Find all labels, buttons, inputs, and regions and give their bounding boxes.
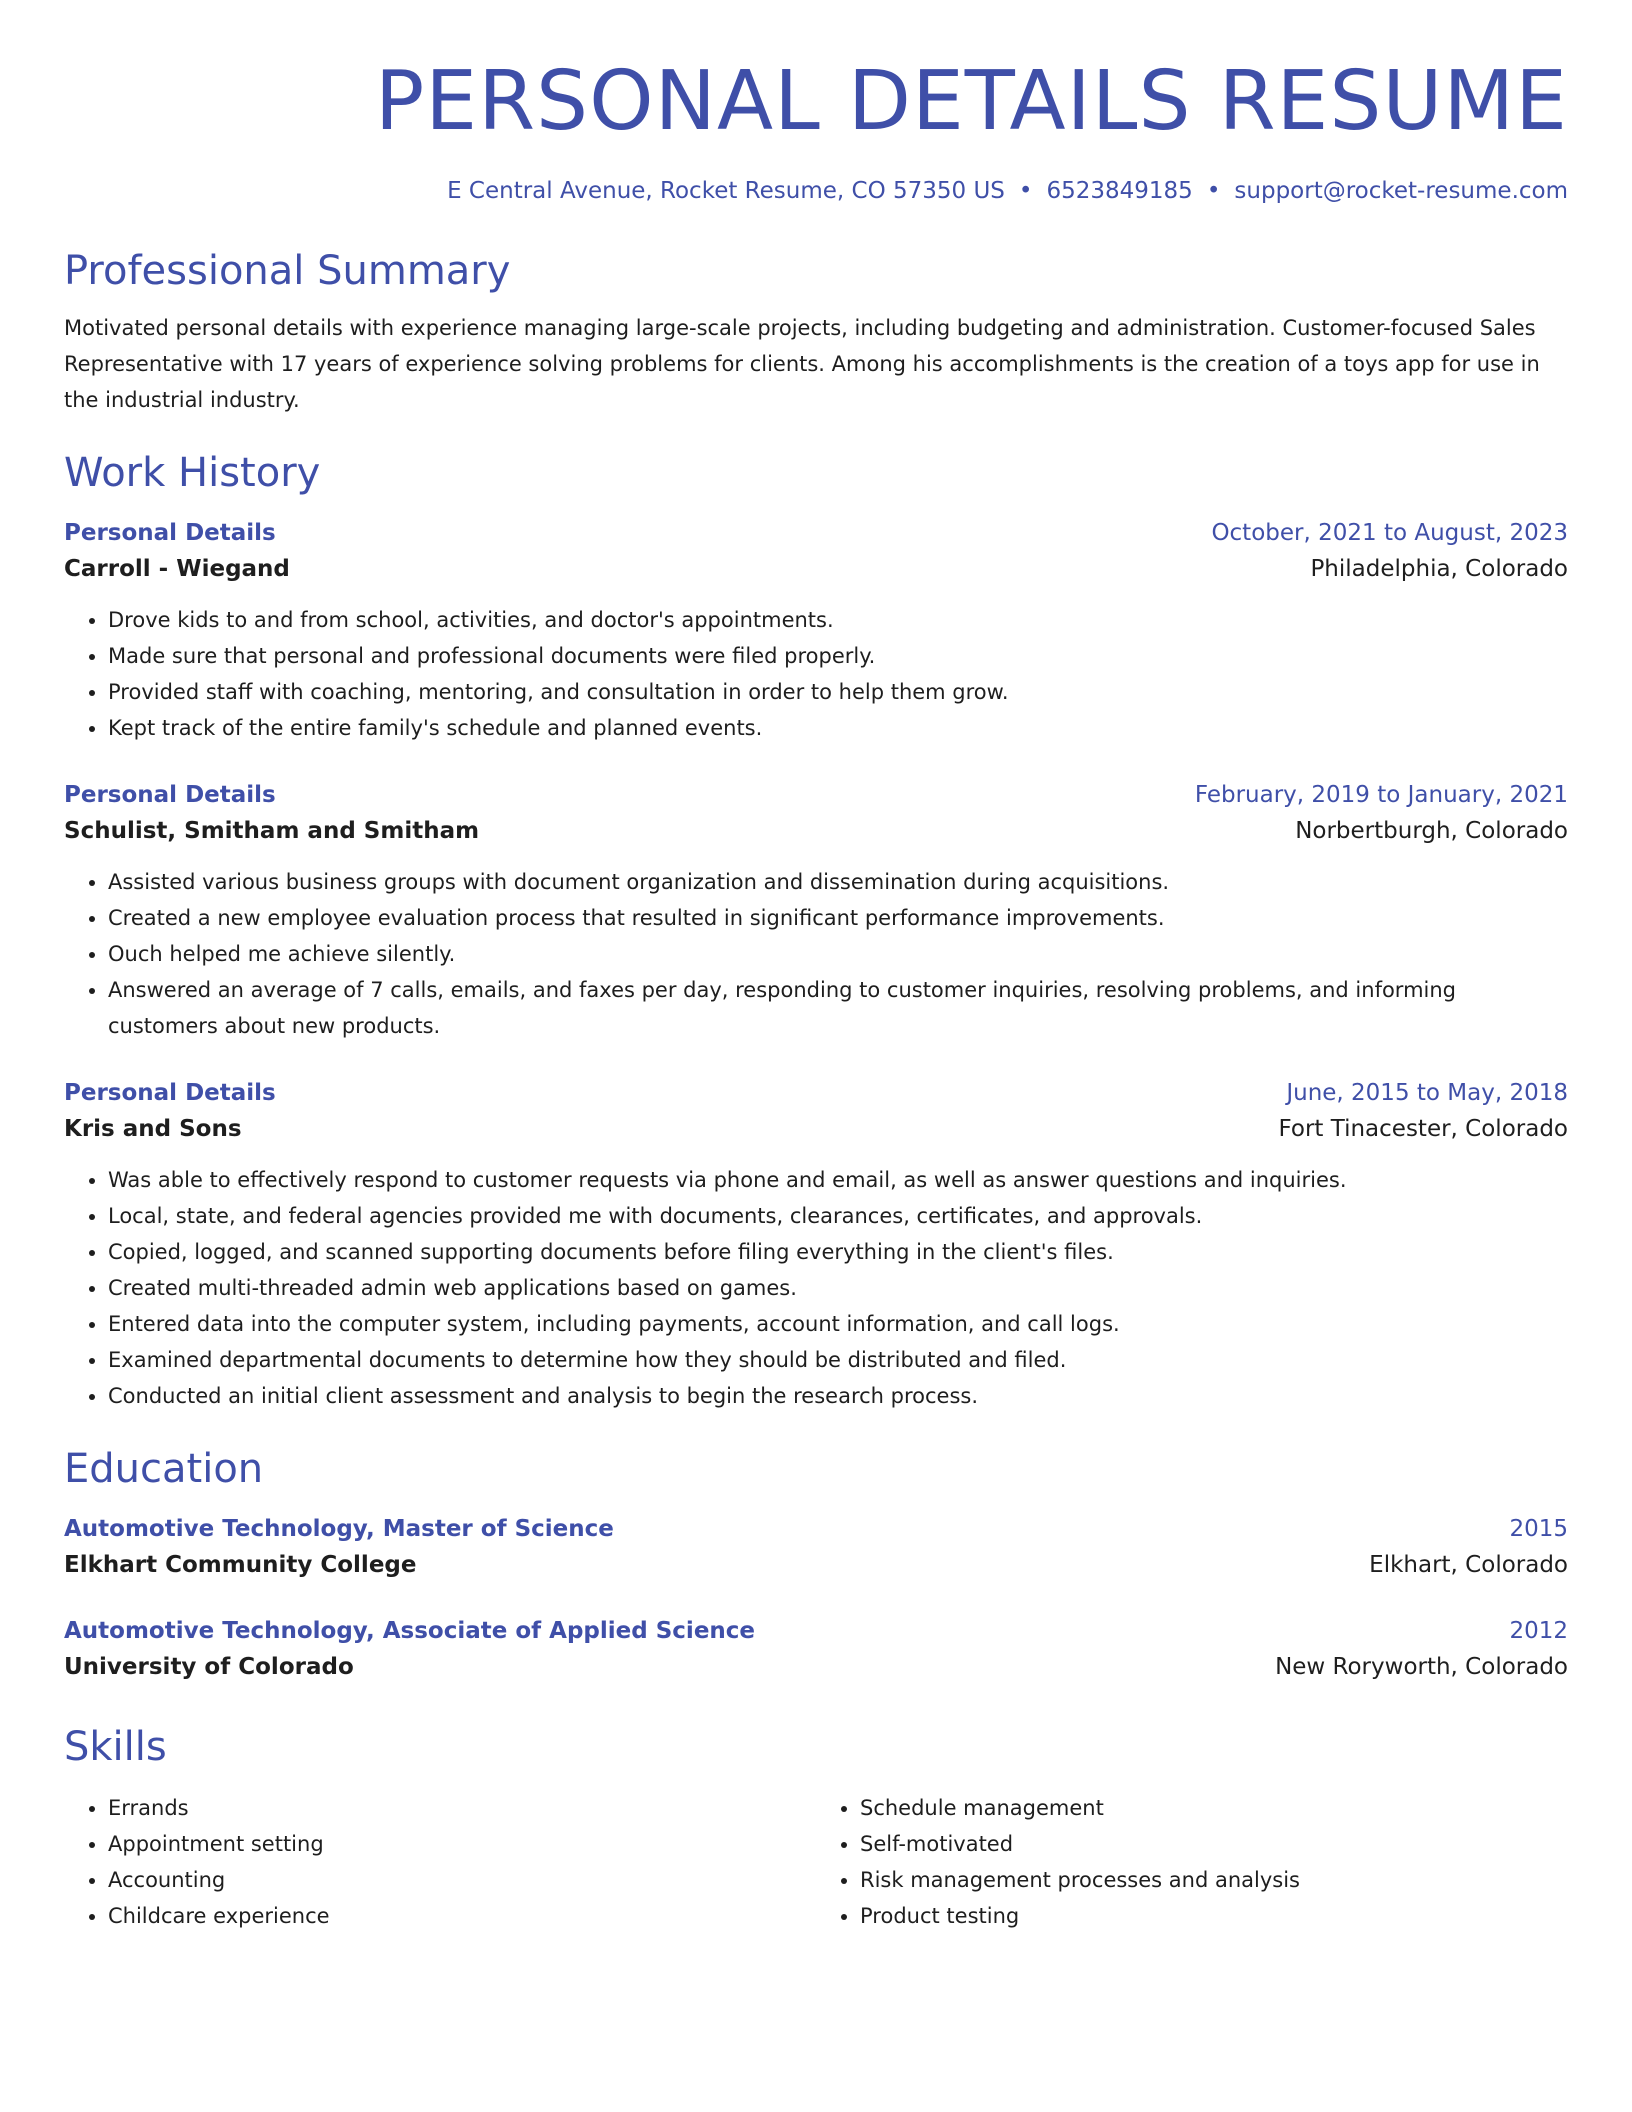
list-item: • Was able to effectively respond to customer requests via phone and email, as well as answer questions and inquiries.: [108, 1162, 1568, 1198]
skills-list-right: [816, 1790, 1568, 1934]
education-degree: Automotive Technology, Master of Science: [64, 1516, 614, 1542]
section-title: Work History: [64, 450, 321, 496]
job-company: Kris and Sons: [64, 1116, 242, 1142]
job-location: Philadelphia, Colorado: [1310, 556, 1568, 582]
skill-item: • Self-motivated: [860, 1826, 1568, 1862]
summary-text: Motivated personal details with experience managing large-scale projects, including budgeting and administration. Customer-focused Sales Representative with 17 years of experience solving problems for clients. Among his accomplishments is the creation of a toys app for use in the industrial industry.: [64, 316, 1540, 412]
skill-item: • Risk management processes and analysis: [860, 1862, 1568, 1898]
education-entry: [64, 1512, 1568, 1584]
contact-line: [64, 176, 1568, 206]
skill-item: • Childcare experience: [108, 1898, 816, 1934]
education-location: Elkhart, Colorado: [1369, 1552, 1568, 1578]
contact-address: E Central Avenue, Rocket Resume, CO 57350 US: [447, 178, 1005, 204]
job-company: Carroll - Wiegand: [64, 556, 290, 582]
list-item: • Conducted an initial client assessment and analysis to begin the research process.: [108, 1378, 1568, 1414]
job-dates: October, 2021 to August, 2023: [1211, 520, 1568, 546]
list-item: • Assisted various business groups with document organization and dissemination during acquisitions.: [108, 864, 1568, 900]
education-location: New Roryworth, Colorado: [1275, 1654, 1568, 1680]
work-history-section: [64, 448, 1568, 1414]
skill-item: • Schedule management: [860, 1790, 1568, 1826]
skill-item: • Accounting: [108, 1862, 816, 1898]
job-role: Personal Details: [64, 520, 276, 546]
education-degree: Automotive Technology, Associate of Applied Science: [64, 1618, 756, 1644]
resume-name: PERSONAL DETAILS RESUME: [374, 54, 1568, 149]
section-title: Skills: [64, 1724, 167, 1770]
education-section: [64, 1444, 1568, 1686]
job-dates: February, 2019 to January, 2021: [1194, 782, 1568, 808]
education-year: 2012: [1509, 1618, 1568, 1644]
skill-item: • Errands: [108, 1790, 816, 1826]
education-school: University of Colorado: [64, 1654, 354, 1680]
list-item: • Provided staff with coaching, mentoring, and consultation in order to help them grow.: [108, 674, 1568, 710]
section-title: Professional Summary: [64, 248, 511, 294]
list-item: • Made sure that personal and professional documents were filed properly.: [108, 638, 1568, 674]
job-entry: [64, 516, 1568, 746]
list-item: • Kept track of the entire family's schedule and planned events.: [108, 710, 1568, 746]
skills-grid: [64, 1790, 1568, 1934]
job-bullets: [64, 1162, 1568, 1414]
contact-phone: 6523849185: [1046, 178, 1193, 204]
contact-email: support@rocket-resume.com: [1234, 178, 1568, 204]
skills-section: [64, 1722, 1568, 1934]
list-item: • Entered data into the computer system, including payments, account information, and call logs.: [108, 1306, 1568, 1342]
job-entry: [64, 778, 1568, 1044]
contact-separator: •: [1206, 178, 1221, 204]
list-item: • Ouch helped me achieve silently.: [108, 936, 1568, 972]
job-role: Personal Details: [64, 1080, 276, 1106]
contact-separator: •: [1018, 178, 1033, 204]
section-title: Education: [64, 1446, 264, 1492]
list-item: • Examined departmental documents to determine how they should be distributed and filed.: [108, 1342, 1568, 1378]
skill-item: • Product testing: [860, 1898, 1568, 1934]
list-item: • Drove kids to and from school, activities, and doctor's appointments.: [108, 602, 1568, 638]
job-location: Fort Tinacester, Colorado: [1278, 1116, 1568, 1142]
list-item: • Local, state, and federal agencies provided me with documents, clearances, certificates, and approvals.: [108, 1198, 1568, 1234]
job-company: Schulist, Smitham and Smitham: [64, 818, 480, 844]
job-dates: June, 2015 to May, 2018: [1286, 1080, 1568, 1106]
summary-section: [64, 246, 1568, 418]
list-item: • Answered an average of 7 calls, emails, and faxes per day, responding to customer inquiries, resolving problems, and informing customers about new products.: [108, 972, 1568, 1044]
list-item: • Created multi-threaded admin web applications based on games.: [108, 1270, 1568, 1306]
job-bullets: [64, 602, 1568, 746]
resume-header: [64, 52, 1568, 206]
skills-list-left: [64, 1790, 816, 1934]
job-bullets: [64, 864, 1568, 1044]
skill-item: • Appointment setting: [108, 1826, 816, 1862]
education-year: 2015: [1509, 1516, 1568, 1542]
education-school: Elkhart Community College: [64, 1552, 417, 1578]
job-role: Personal Details: [64, 782, 276, 808]
list-item: • Created a new employee evaluation process that resulted in significant performance improvements.: [108, 900, 1568, 936]
job-location: Norbertburgh, Colorado: [1295, 818, 1568, 844]
list-item: • Copied, logged, and scanned supporting documents before filing everything in the client's files.: [108, 1234, 1568, 1270]
job-entry: [64, 1076, 1568, 1414]
education-entry: [64, 1614, 1568, 1686]
